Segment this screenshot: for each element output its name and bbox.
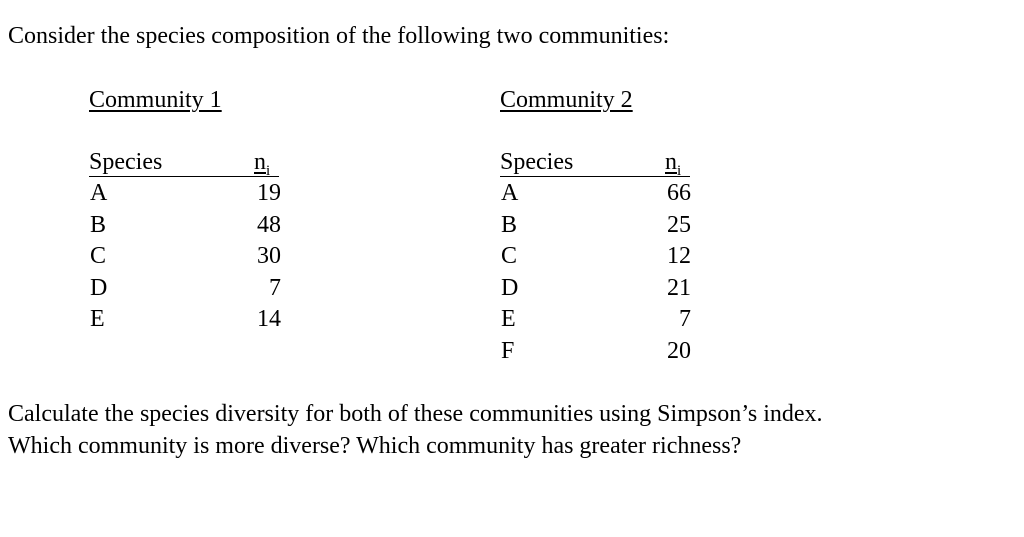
species-cell: E [90, 306, 105, 332]
community-1-species-header: Species [89, 149, 163, 175]
question-line-1: Calculate the species diversity for both of these communities using Simpson’s index. [8, 401, 823, 427]
community-1-header-rule [89, 176, 279, 177]
count-cell: 7 [269, 274, 281, 301]
species-cell: A [501, 180, 519, 206]
species-cell: D [501, 274, 519, 301]
community-1-n-header: $n_i$ [254, 149, 271, 179]
count-cell: 7 [679, 306, 691, 332]
intro-text: Consider the species composition of the following two communities: [8, 23, 670, 49]
count-cell: 21 [667, 274, 691, 301]
count-cell: 12 [667, 243, 691, 269]
species-cell: D [90, 274, 108, 301]
count-cell: 20 [667, 337, 691, 364]
community-2-n-header: $n_i$ [665, 149, 682, 179]
species-cell: C [90, 243, 107, 269]
community-1-title: Community 1 [89, 87, 222, 113]
question-line-2: Which community is more diverse? Which community has greater richness? [8, 433, 742, 459]
species-cell: A [90, 180, 108, 206]
species-cell: B [501, 211, 518, 238]
community-2-title: Community 2 [500, 87, 633, 113]
count-cell: 48 [257, 211, 281, 238]
count-cell: 25 [667, 211, 691, 238]
community-2-header-rule [500, 176, 690, 177]
count-cell: 19 [257, 180, 281, 206]
count-cell: 66 [667, 180, 691, 206]
count-cell: 14 [257, 306, 281, 332]
count-cell: 30 [257, 243, 281, 269]
species-cell: E [501, 306, 516, 332]
species-cell: B [90, 211, 107, 238]
community-2-species-header: Species [500, 149, 574, 175]
species-cell: C [501, 243, 518, 269]
species-cell: F [501, 337, 515, 364]
